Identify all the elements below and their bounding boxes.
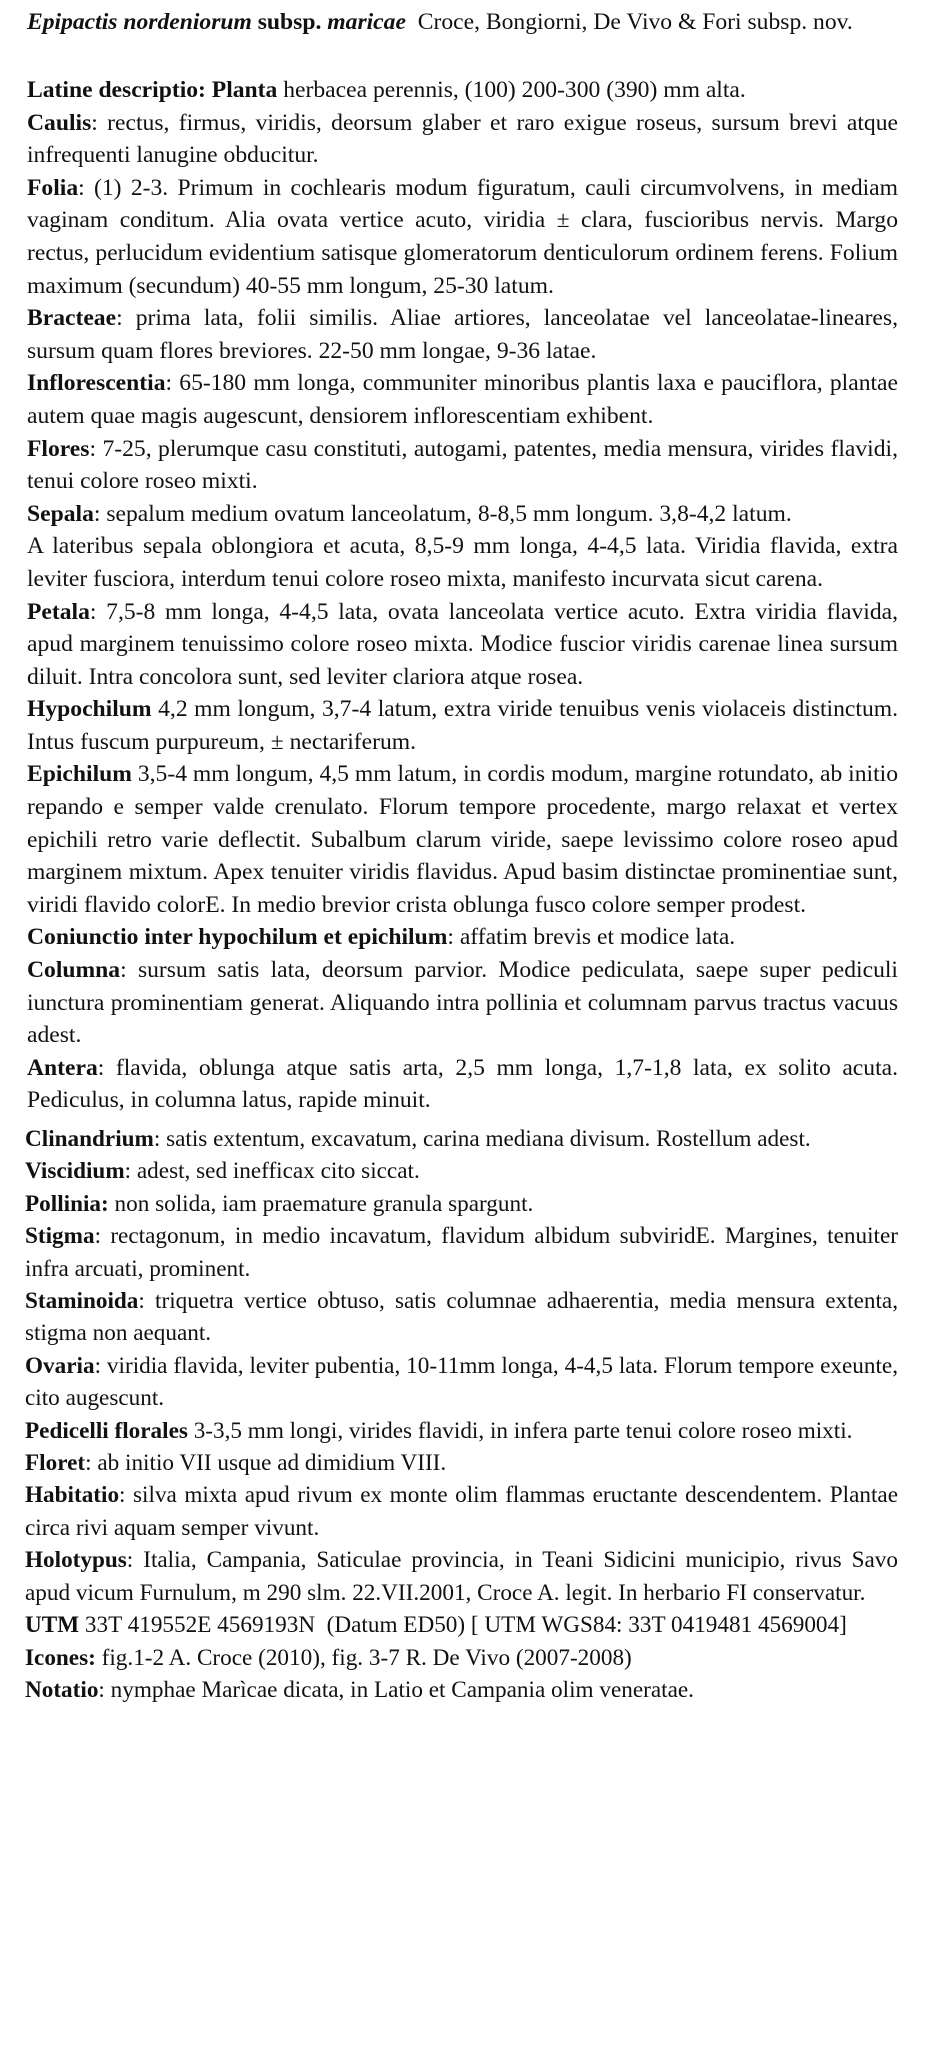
section-stigma: Stigma: rectagonum, in medio incavatum, flavidum albidum subviridE. Margines, tenuiter infra arcuati, prominent. xyxy=(25,1223,898,1282)
section-staminoida: Staminoida: triquetra vertice obtuso, satis columnae adhaerentia, media mensura extenta, stigma non aequant. xyxy=(25,1288,898,1347)
taxon-epithet: maricae xyxy=(327,9,406,35)
section-petala: Petala: 7,5-8 mm longa, 4-4,5 lata, ovata lanceolata vertice acuto. Extra viridia flavida, apud marginem tenuissimo colore roseo mixta. Modice fuscior viridis carenae linea sursum diluit. Intra concolora sunt, sed leviter clariora atque rosea. xyxy=(27,598,898,690)
section-columna: Columna: sursum satis lata, deorsum parvior. Modice pediculata, saepe super pediculi iunctura prominentiam generat. Aliquando intra pollinia et columnam parvus tractus vacuus adest. xyxy=(27,957,898,1049)
section-sepala: Sepala: sepalum medium ovatum lanceolatum, 8-8,5 mm longum. 3,8-4,2 latum. xyxy=(27,500,792,527)
description-upper xyxy=(27,74,898,1117)
section-utm: UTM 33T 419552E 4569193N (Datum ED50) [ UTM WGS84: 33T 0419481 4569004] xyxy=(25,1612,847,1639)
section-inflorescentia: Inflorescentia: 65-180 mm longa, communiter minoribus plantis laxa e pauciflora, plantae autem quae magis augescunt, densiorem inflorescentiam exhibent. xyxy=(27,370,898,429)
section-bracteae: Bracteae: prima lata, folii similis. Aliae artiores, lanceolatae vel lanceolatae-lineares, sursum quam flores breviores. 22-50 mm longae, 9-36 latae. xyxy=(27,305,898,364)
section-latine-descriptio: Latine descriptio: Planta herbacea perennis, (100) 200-300 (390) mm alta. xyxy=(27,77,746,103)
taxon-rank: subsp. xyxy=(257,9,322,35)
taxon-title xyxy=(27,6,898,38)
taxon-authors: Croce, Bongiorni, De Vivo & Fori subsp. nov. xyxy=(405,9,853,35)
section-icones: Icones: fig.1-2 A. Croce (2010), fig. 3-7 R. De Vivo (2007-2008) xyxy=(25,1644,632,1671)
section-holotypus: Holotypus: Italia, Campania, Saticulae provincia, in Teani Sidicini municipio, rivus Savo apud vicum Furnulum, m 290 slm. 22.VII.2001, Croce A. legit. In herbario FI conservatur. xyxy=(25,1547,898,1606)
section-antera: Antera: flavida, oblunga atque satis arta, 2,5 mm longa, 1,7-1,8 lata, ex solito acuta. Pediculus, in columna latus, rapide minuit. xyxy=(27,1054,898,1114)
section-pedicelli: Pedicelli florales 3-3,5 mm longi, virides flavidi, in infera parte tenui colore roseo mixti. xyxy=(25,1417,853,1444)
section-epichilum: Epichilum 3,5-4 mm longum, 4,5 mm latum, in cordis modum, margine rotundato, ab initio repando e semper valde crenulato. Florum tempore procedente, margo relaxat et vertex epichili retro varie deflectit. Subalbum clarum viride, saepe levissimo colore roseo apud marginem mixtum. Apex tenuiter viridis flavidus. Apud basim distinctae prominentiae sunt, viridi flavido colorE. In medio brevior crista oblunga fusco colore semper prodest. xyxy=(27,761,898,918)
section-viscidium: Viscidium: adest, sed inefficax cito siccat. xyxy=(25,1158,420,1185)
section-ovaria: Ovaria: viridia flavida, leviter pubentia, 10-11mm longa, 4-4,5 lata. Florum tempore exeunte, cito augescunt. xyxy=(25,1352,898,1412)
section-sepala-lateralia: A lateribus sepala oblongiora et acuta, 8,5-9 mm longa, 4-4,5 lata. Viridia flavida, extra leviter fusciora, interdum tenui colore roseo mixta, manifesto incurvata sicut carena. xyxy=(27,533,898,592)
description-lower xyxy=(25,1123,898,1706)
taxon-binomial: Epipactis nordeniorum xyxy=(27,9,252,35)
section-flores: Flores: 7-25, plerumque casu constituti, autogami, patentes, media mensura, virides flavidi, tenui colore roseo mixti. xyxy=(27,435,898,495)
section-notatio: Notatio: nymphae Marìcae dicata, in Latio et Campania olim veneratae. xyxy=(25,1676,694,1703)
section-folia: Folia: (1) 2-3. Primum in cochlearis modum figuratum, cauli circumvolvens, in mediam vaginam conditum. Alia ovata vertice acuto, viridia ± clara, fuscioribus nervis. Margo rectus, perlucidum evidentium satisque glomeratorum denticulorum ordinem ferens. Folium maximum (secundum) 40-55 mm longum, 25-30 latum. xyxy=(27,174,898,299)
section-hypochilum: Hypochilum 4,2 mm longum, 3,7-4 latum, extra viride tenuibus venis violaceis distinctum. Intus fuscum purpureum, ± nectariferum. xyxy=(27,696,898,755)
section-clinandrium: Clinandrium: satis extentum, excavatum, carina mediana divisum. Rostellum adest. xyxy=(25,1126,811,1152)
section-floret: Floret: ab initio VII usque ad dimidium VIII. xyxy=(25,1450,447,1477)
section-coniunctio: Coniunctio inter hypochilum et epichilum: affatim brevis et modice lata. xyxy=(27,924,736,951)
section-caulis: Caulis: rectus, firmus, viridis, deorsum glaber et raro exigue roseus, sursum brevi atque infrequenti lanugine obducitur. xyxy=(27,109,898,169)
section-pollinia: Pollinia: non solida, iam praemature granula spargunt. xyxy=(25,1190,534,1217)
section-habitatio: Habitatio: silva mixta apud rivum ex monte olim flammas eructante descendentem. Plantae circa rivi aquam semper vivunt. xyxy=(25,1482,898,1541)
